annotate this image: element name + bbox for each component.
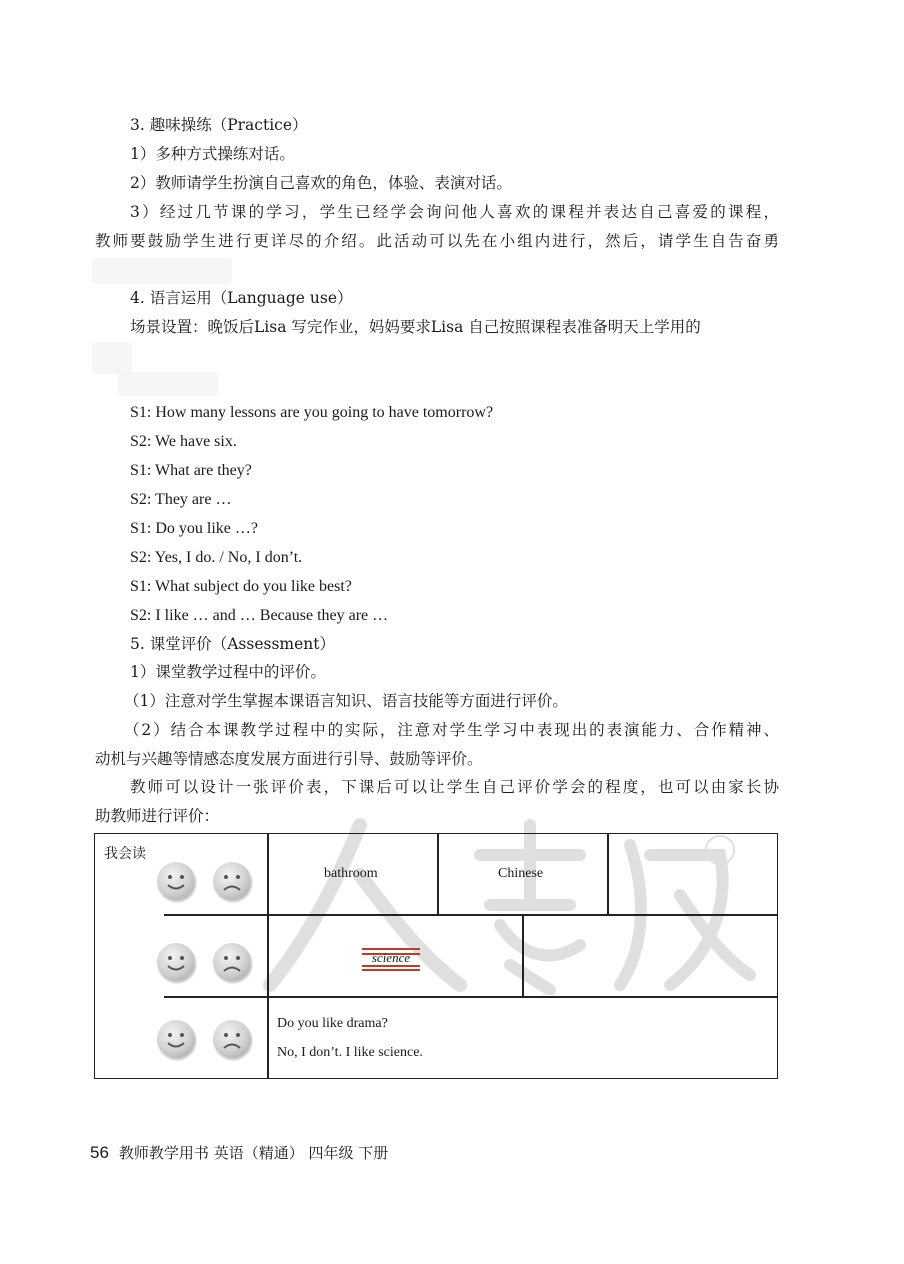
table-sentence: No, I don’t. I like science.: [277, 1045, 423, 1060]
page-number: 56: [90, 1143, 109, 1162]
dialogue-line: S1: How many lessons are you going to have tomorrow?: [130, 404, 494, 421]
smiley-face-icon: [157, 1020, 195, 1058]
evaluation-table: [94, 833, 778, 1079]
section5-sub1: （1）注意对学生掌握本课语言知识、语言技能等方面进行评价。: [124, 692, 568, 710]
faded-text-block: [92, 258, 232, 284]
section4-heading: 4. 语言运用（Language use）: [130, 289, 353, 307]
dialogue-line: S2: They are …: [130, 491, 232, 508]
section3-heading: 3. 趣味操练（Practice）: [130, 116, 308, 134]
table-row-divider: [164, 914, 778, 916]
smiley-face-icon: [157, 943, 195, 981]
dialogue-line: S1: What subject do you like best?: [130, 578, 352, 595]
table-col-divider: [522, 914, 524, 997]
dialogue-line: S2: We have six.: [130, 433, 237, 450]
sad-face-icon: [213, 1020, 251, 1058]
table-col-divider: [607, 833, 609, 915]
section3-item1: 1）多种方式操练对话。: [130, 145, 295, 163]
faded-text-block: [118, 372, 218, 396]
table-row-divider: [164, 996, 778, 998]
table-col-divider: [437, 833, 439, 915]
section3-item3-line2: 教师要鼓励学生进行更详尽的介绍。此活动可以先在小组内进行，然后，请学生自告奋勇: [95, 232, 779, 250]
book-title: 教师教学用书 英语（精通） 四年级 下册: [118, 1144, 389, 1162]
sad-face-icon: [213, 862, 251, 900]
science-word-card: [362, 948, 420, 970]
section5-sub2-line2: 动机与兴趣等情感态度发展方面进行引导、鼓励等评价。: [95, 750, 483, 768]
smiley-face-icon: [157, 862, 195, 900]
table-row-label: 我会读: [104, 846, 146, 862]
table-sentence: Do you like drama?: [277, 1016, 388, 1031]
faded-text-block: [92, 342, 132, 374]
dialogue-line: S1: What are they?: [130, 462, 252, 479]
section3-item2: 2）教师请学生扮演自己喜欢的角色，体验、表演对话。: [130, 174, 512, 192]
page-footer: [90, 1142, 388, 1163]
section5-heading: 5. 课堂评价（Assessment）: [130, 635, 335, 653]
dialogue-line: S2: I like … and … Because they are …: [130, 607, 389, 624]
section5-sub2-line1: （2）结合本课教学过程中的实际，注意对学生学习中表现出的表演能力、合作精神、: [124, 721, 779, 739]
science-word: science: [371, 950, 411, 965]
table-word-cell: Chinese: [498, 866, 544, 881]
sad-face-icon: [213, 943, 251, 981]
section5-para-line1: 教师可以设计一张评价表，下课后可以让学生自己评价学会的程度，也可以由家长协: [130, 778, 779, 796]
table-col-divider: [267, 833, 269, 1079]
dialogue-line: S1: Do you like …?: [130, 520, 258, 537]
section4-scene: 场景设置：晚饭后Lisa 写完作业，妈妈要求Lisa 自己按照课程表准备明天上学用的: [130, 318, 701, 336]
section5-item1: 1）课堂教学过程中的评价。: [130, 663, 326, 681]
table-word-cell: bathroom: [324, 866, 378, 881]
section5-para-line2: 助教师进行评价：: [95, 807, 220, 825]
dialogue-line: S2: Yes, I do. / No, I don’t.: [130, 549, 303, 566]
section3-item3-line1: 3）经过几节课的学习，学生已经学会询问他人喜欢的课程并表达自己喜爱的课程，: [130, 203, 779, 221]
